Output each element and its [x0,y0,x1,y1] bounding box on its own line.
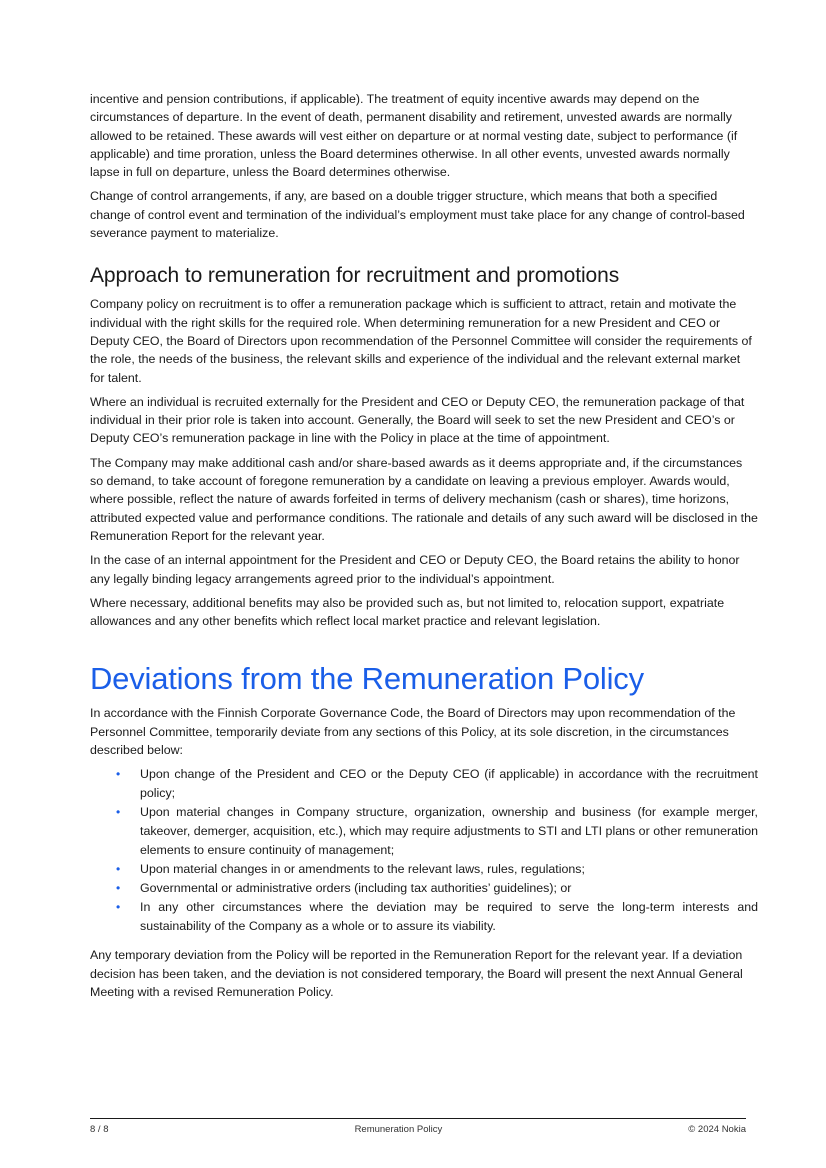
recruitment-paragraph: Company policy on recruitment is to offer a remuneration package which is sufficient to attract, retain and motivate the individual with the right skills for the required role. When determining remuneration for a new President and CEO or Deputy CEO, the Board of Directors upon recommendation of the Personnel Committee will consider the requirements of the role, the needs of the business, the relevant skills and experience of the individual and the relevant external market for talent. [90,297,752,385]
list-item-text: In any other circumstances where the deviation may be required to serve the long-term interests and sustainability of the Company as a whole or to assure its viability. [140,900,758,934]
list-item-text: Governmental or administrative orders (including tax authorities’ guidelines); or [140,881,572,896]
recruitment-heading: Approach to remuneration for recruitment and promotions [90,264,620,288]
list-item [116,765,758,803]
bullet-icon: • [116,900,121,915]
list-item [116,803,758,860]
list-item [116,860,758,879]
deviations-heading: Deviations from the Remuneration Policy [90,661,644,697]
paragraph-departure-treatment: incentive and pension contributions, if applicable). The treatment of equity incentive awards may depend on the circumstances of departure. In the event of death, permanent disability and retirement, unvested awards are normally allowed to be retained. These awards will vest either on departure or at normal vesting date, subject to performance (if applicable) and time proration, unless the Board determines otherwise. In all other events, unvested awards normally lapse in full on departure, unless the Board determines otherwise. [90,92,738,180]
footer-title: Remuneration Policy [354,1124,443,1135]
bullet-icon: • [116,881,121,896]
paragraph-change-of-control: Change of control arrangements, if any, are based on a double trigger structure, which means that both a specified change of control event and termination of the individual’s employment must take place for any change of control-based severance payment to materialize. [90,189,745,241]
deviations-list [116,765,758,936]
bullet-icon: • [116,805,121,820]
bullet-icon: • [116,767,121,782]
recruitment-paragraph: Where necessary, additional benefits may also be provided such as, but not limited to, relocation support, expatriate allowances and any other benefits which reflect local market practice and relevant legislation. [90,595,725,629]
page-number: 8 / 8 [90,1124,109,1135]
list-item-text: Upon material changes in or amendments to the relevant laws, rules, regulations; [140,862,585,877]
deviations-closing: Any temporary deviation from the Policy will be reported in the Remuneration Report for the relevant year. If a deviation decision has been taken, and the deviation is not considered temporary, the Board will present the next Annual General Meeting with a revised Remuneration Policy. [90,948,743,999]
footer-copyright: © 2024 Nokia [688,1124,746,1135]
deviations-intro: In accordance with the Finnish Corporate Governance Code, the Board of Directors may upon recommendation of the Personnel Committee, temporarily deviate from any sections of this Policy, at its sole discretion, in the circumstances described below: [90,706,736,758]
list-item-text: Upon change of the President and CEO or the Deputy CEO (if applicable) in accordance with the recruitment policy; [140,767,758,801]
document-page [90,90,758,1007]
recruitment-paragraph: Where an individual is recruited externally for the President and CEO or Deputy CEO, the remuneration package of that individual in their prior role is taken into account. Generally, the Board will seek to set the new President and CEO’s or Deputy CEO’s remuneration package in line with the Policy in place at the time of appointment. [90,394,745,446]
list-item-text: Upon material changes in Company structure, organization, ownership and business (for example merger, takeover, demerger, acquisition, etc.), which may require adjustments to STI and LTI plans or other remuneration elements to ensure continuity of management; [140,805,758,858]
page-footer [90,1118,746,1135]
recruitment-paragraph: The Company may make additional cash and/or share-based awards as it deems appropriate and, if the circumstances so demand, to take account of foregone remuneration by a candidate on leaving a previous employer. Awards would, where possible, reflect the nature of awards forfeited in terms of delivery mechanism (cash or shares), time horizons, attributed expected value and performance conditions. The rationale and details of any such award will be disclosed in the Remuneration Report for the relevant year. [90,455,758,543]
recruitment-paragraph: In the case of an internal appointment for the President and CEO or Deputy CEO, the Board retains the ability to honor any legally binding legacy arrangements agreed prior to the individual’s appointment. [90,553,740,586]
bullet-icon: • [116,862,121,877]
list-item [116,879,758,898]
list-item [116,898,758,936]
